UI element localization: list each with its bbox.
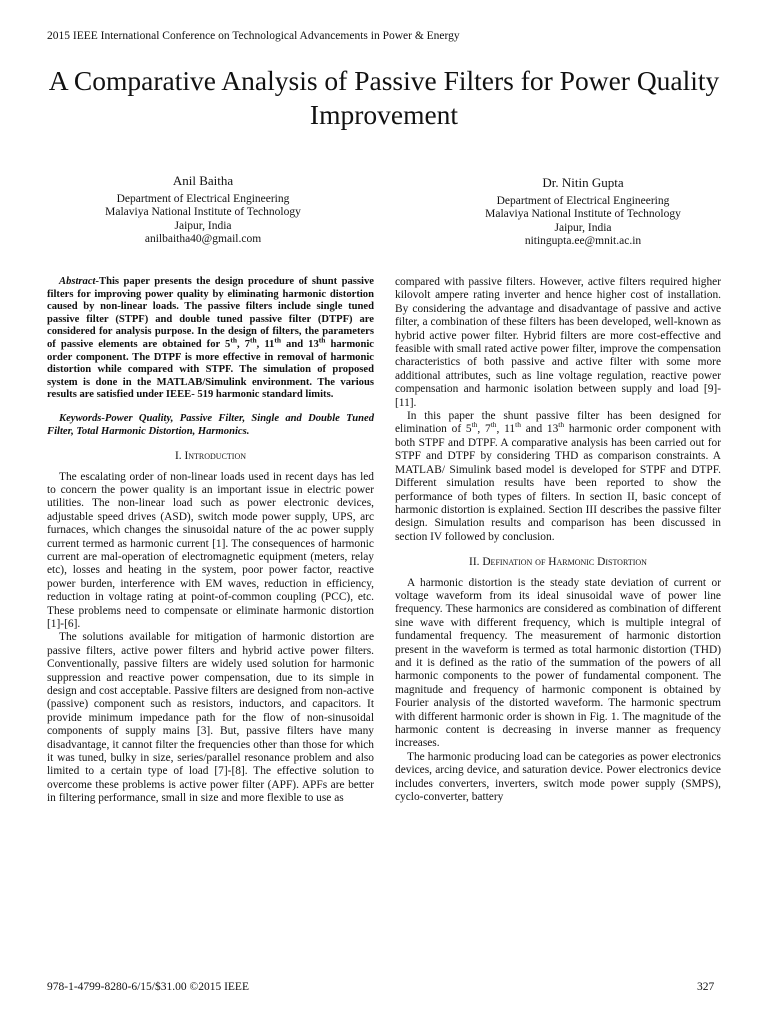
author-department: Department of Electrical Engineering [116, 193, 290, 205]
author-name: Anil Baitha [172, 173, 234, 188]
conference-header: 2015 IEEE International Conference on Technological Advancements in Power & Energy [47, 30, 460, 42]
abstract-lead: Abstract- [59, 276, 100, 287]
author-block-1 [40, 173, 366, 247]
section-heading: I. Introduction [174, 450, 247, 463]
page-number: 327 [697, 981, 715, 993]
author-city: Jaipur, India [174, 219, 232, 232]
paragraph: compared with passive filters. However, active filters required higher kilovolt ampere rating inverter and hence higher cost of installation. By considering the advantage and disadvantage of passive and active filter, a combination of these filters has been developed, well-known as hybrid active power filter. Hybrid filters are more cost-effective and feasible with small rated active power filter, improve the compensation characteristics of both passive and active filter with some more additional attributes, such as line voltage regulation, reactive power compensation and harmonic isolation between supply and load [9]-[11]. [395, 276, 721, 409]
paragraph: The solutions available for mitigation of harmonic distortion are passive filters, active power filters and hybrid active power filters. Conventionally, passive filters are widely used solution for harmonic suppression and reactive power compensation, due to its simple in design and cost acceptable. Passive filters are designed from non-active (passive) component such as resistors, inductors, and capacitors. It provide minimum impedance path for the flow of non-sinusoidal components of supply mains [3]. But, passive filters have many disadvantage, it cannot filter the frequencies other than those for which it was tuned, bulky in size, series/parallel resonance problem and also limited to a certain type of load [7]-[8]. The effective solution to overcome these problems is active power filter (APF). APFs are better in filtering performance, small in size and more flexible to use as [47, 631, 374, 805]
author-institute: Malaviya National Institute of Technology [485, 208, 681, 221]
author-institute: Malaviya National Institute of Technology [105, 206, 301, 219]
left-column [47, 276, 374, 806]
footer-copyright: 978-1-4799-8280-6/15/$31.00 ©2015 IEEE [47, 981, 249, 993]
author-email: anilbaitha40@gmail.com [144, 233, 262, 246]
section-heading: II. Defination of Harmonic Distortion [469, 556, 647, 569]
author-city: Jaipur, India [554, 221, 612, 234]
author-block-2 [420, 175, 746, 249]
abstract: Abstract-This paper presents the design procedure of shunt passive filters for improving power quality by eliminating harmonic distortion caused by non-linear loads. The passive filters include single tuned passive filter (STPF) and double tuned passive filter (DTPF) are considered for analysis purpose. In the design of filters, the parameters of passive elements are obtained for 5th, 7th, 11th and 13th harmonic order component. The DTPF is more effective in removal of harmonic distortion while compared with STPF. The simulation of proposed system is done in the MATLAB/Simulink environment. The various results are satisfied under IEEE- 519 harmonic standard limits. [47, 276, 374, 401]
right-column [395, 276, 721, 804]
paragraph: The harmonic producing load can be categories as power electronics devices, arcing device, and saturation device. Power electronics device includes converters, inverters, switch mode power supply (SMPS), cyclo-converter, battery [395, 750, 721, 804]
paragraph: A harmonic distortion is the steady state deviation of current or voltage waveform from its ideal sinusoidal wave of power line frequency. These harmonics are considered as combination of different sine wave with different frequency, which is multiple integral of fundamental frequency. The measurement of harmonic distortion present in the waveform is termed as total harmonic distortion (THD) and it is defined as the ratio of the summation of the powers of all harmonic components to the power of fundamental component. The magnitude and frequency of harmonic component is obtained by Fourier analysis of the distorted waveform. The harmonic spectrum with different harmonic order is shown in Fig. 1. The magnitude of the harmonic content is decreasing in inverse manner as frequency increases. [395, 576, 721, 750]
paper-title: A Comparative Analysis of Passive Filters for Power Quality Improvement [48, 65, 720, 130]
author-department: Department of Electrical Engineering [496, 195, 670, 207]
keywords: Keywords-Power Quality, Passive Filter, Single and Double Tuned Filter, Total Harmonic Distortion, Harmonics. [47, 412, 374, 437]
paragraph: The escalating order of non-linear loads used in recent days has led to concern the power quality is an important issue in electric power utilities. The non-linear load such as power electronic devices, adjustable speed drives (ASD), switch mode power supply, UPS, arc furnaces, which changes the sinusoidal nature of the ac power supply current termed as harmonic current [1]. The consequences of harmonic current are mal-operation of electromagnetic equipment (meters, relay etc), losses and heating in the system, poor power factor, reactive power burden, interference with EM waves, reduction in efficiency, reduction in voltage rating at point-of-common coupling (PCC), etc. These problems need to compensate or eliminate harmonic distortion [1]-[6]. [47, 470, 374, 630]
author-email: nitingupta.ee@mnit.ac.in [524, 235, 642, 248]
author-name: Dr. Nitin Gupta [542, 175, 624, 190]
paragraph: In this paper the shunt passive filter has been designed for elimination of 5th, 7th, 11th and 13th harmonic order component with both STPF and DTPF. A comparative analysis has been carried out for STPF and DTPF by considering THD as comparison constraints. A MATLAB/ Simulink based model is developed for STPF and DTPF. Different simulation results have been reported to show the performance of both types of filters. In section II, basic concept of harmonic distortion is explained. Section III describes the passive filter design. Simulation results and comparison has been discussed in section IV followed by conclusion. [395, 410, 722, 543]
